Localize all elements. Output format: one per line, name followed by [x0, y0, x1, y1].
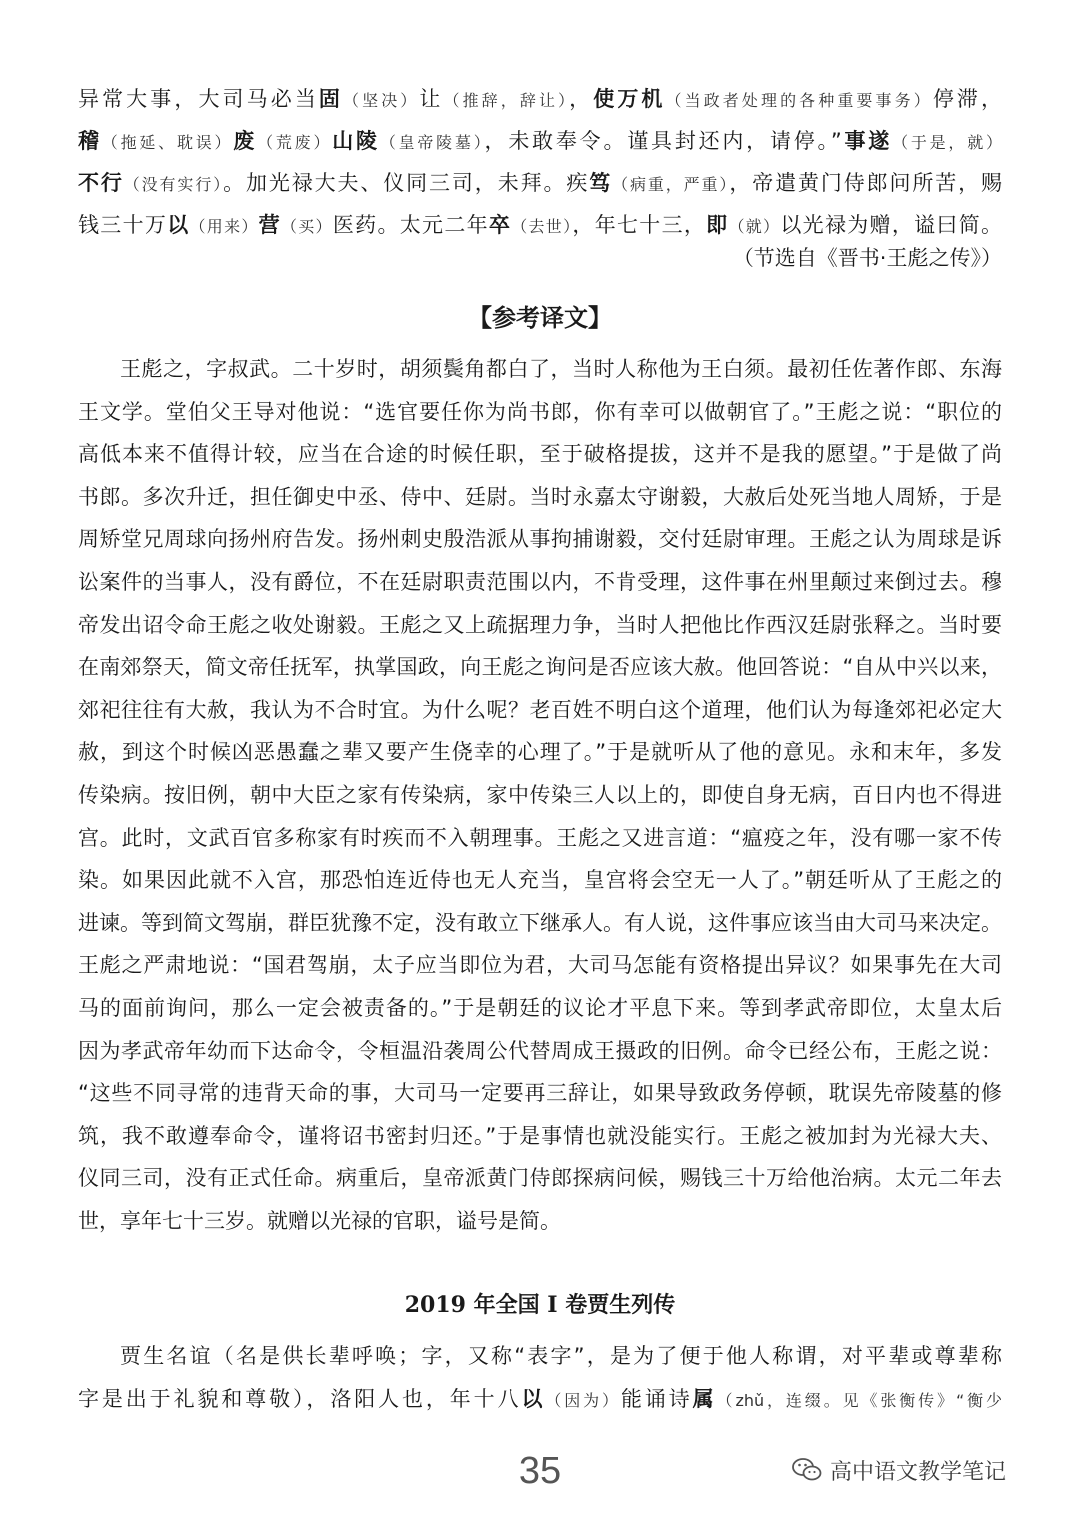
translation-line: 染。如果因此就不入宫，那恐怕连近侍也无人充当，皇宫将会空无一人了。”朝廷听从了王彪之的 — [78, 868, 1002, 893]
translation-line: 高低本来不值得计较，应当在合途的时候任职，至于破格提拔，这并不是我的愿望。”于是做了尚 — [78, 442, 1002, 467]
glossed-word: 固 — [318, 87, 344, 111]
text-line — [78, 127, 1002, 155]
translation-line: 世，享年七十三岁。就赠以光禄的官职，谥号是简。 — [78, 1209, 561, 1233]
glossed-word: 稽 — [78, 129, 102, 153]
text-span: 钱三十万 — [78, 213, 168, 237]
text-span: ，年七十三， — [572, 213, 707, 237]
glossed-word: 以 — [167, 213, 190, 237]
translation-line: 王彪之严肃地说：“国君驾崩，太子应当即位为君，大司马怎能有资格提出异议？如果事先在大司 — [78, 953, 1002, 978]
gloss-note: （当政者处理的各种重要事务） — [665, 91, 933, 110]
text-span: 停滞， — [932, 87, 1002, 111]
translation-line: 王文学。堂伯父王导对他说：“选官要任你为尚书郎，你有幸可以做朝官了。”王彪之说：“职位的 — [78, 399, 1002, 424]
glossed-word: 即 — [706, 213, 729, 237]
translation-line: 郊祀往往有大赦，我认为不合时宜。为什么呢？老百姓不明白这个道理，他们认为每逢郊祀必定大 — [78, 697, 1002, 722]
wechat-icon — [792, 1457, 822, 1483]
source-note: （节选自《晋书·王彪之传》） — [732, 246, 1002, 270]
text-line — [78, 1385, 1002, 1413]
text-span: 以光禄为赠，谥曰简。 — [780, 213, 1002, 237]
glossed-word: 废 — [233, 129, 258, 153]
translation-line: 王彪之，字叔武。二十岁时，胡须鬓角都白了，当时人称他为王白须。最初任佐著作郎、东海 — [120, 357, 1002, 381]
translation-line: 马的面前询问，那么一定会被责备的。”于是朝廷的议论才平息下来。等到孝武帝即位，太皇太后 — [78, 996, 1002, 1020]
translation-line: 帝发出诏令命王彪之收处谢毅。王彪之又上疏据理力争，当时人把他比作西汉廷尉张释之。当时要 — [78, 612, 1002, 637]
glossed-word: 山陵 — [332, 129, 380, 153]
gloss-note: （病重，严重） — [612, 175, 730, 194]
page-number: 35 — [518, 1450, 562, 1492]
glossed-word: 以 — [521, 1387, 546, 1411]
gloss-note: （zhǔ，连缀。见《张衡传》“衡少 — [716, 1391, 1002, 1410]
translation-line: “这些不同寻常的违背天命的事，大司马一定要再三辞让，如果导致政务停顿，耽误先帝陵墓的修 — [78, 1081, 1002, 1106]
text-span: 让 — [419, 87, 444, 111]
gloss-note: （没有实行） — [123, 175, 224, 194]
gloss-note: （就） — [728, 217, 781, 236]
translation-line: 进谏。等到简文驾崩，群臣犹豫不定，没有敢立下继承人。有人说，这件事应该当由大司马来决定。 — [78, 910, 1002, 935]
translation-line: 传染病。按旧例，朝中大臣之家有传染病，家中传染三人以上的，即使自身无病，百日内也不得进 — [78, 783, 1002, 807]
glossed-word: 属 — [692, 1387, 717, 1411]
next-section-heading: 2019 年全国 I 卷贾生列传 — [404, 1292, 676, 1318]
glossed-word: 不行 — [78, 171, 124, 195]
translation-line: 在南郊祭天，简文帝任抚军，执掌国政，向王彪之询问是否应该大赦。他回答说：“自从中兴以来， — [78, 655, 1002, 680]
glossed-word: 卒 — [488, 213, 512, 237]
text-span: ， — [569, 87, 594, 111]
glossed-word: 营 — [258, 213, 281, 237]
translation-line: 因为孝武帝年幼而下达命令，令桓温沿袭周公代替周成王摄政的旧例。命令已经公布，王彪之说： — [78, 1038, 1002, 1063]
text-span: ，帝遣黄门侍郎问所苦，赐 — [729, 171, 1002, 195]
gloss-note: （拖延、耽误） — [101, 133, 234, 152]
text-span: 异常大事，大司马必当 — [78, 87, 319, 111]
watermark-text: 高中语文教学笔记 — [830, 1459, 1007, 1485]
translation-line: 周矫堂兄周球向扬州府告发。扬州刺史殷浩派从事拘捕谢毅，交付廷尉审理。王彪之认为周球是诉 — [78, 527, 1002, 552]
text-line — [78, 85, 1002, 113]
text-line — [78, 211, 1002, 239]
gloss-note: （皇帝陵墓） — [379, 133, 485, 152]
translation-heading: 【参考译文】 — [468, 304, 612, 332]
translation-line: 仪同三司，没有正式任命。病重后，皇帝派黄门侍郎探病问候，赐钱三十万给他治病。太元二年去 — [78, 1166, 1002, 1191]
glossed-word: 笃 — [589, 171, 613, 195]
glossed-word: 使万机 — [593, 87, 666, 111]
gloss-note: （推辞，辞让） — [443, 91, 570, 110]
gloss-note: （荒废） — [257, 133, 333, 152]
translation-line: 筑，我不敢遵奉命令，谨将诏书密封归还。”于是事情也就没能实行。王彪之被加封为光禄大夫、 — [78, 1123, 1002, 1148]
text-span: 。加光禄大夫、仪同三司，未拜。疾 — [223, 171, 590, 195]
gloss-note: （坚决） — [343, 91, 420, 110]
text-span: ，未敢奉令。谨具封还内，请停。” — [484, 129, 842, 153]
translation-line: 宫。此时，文武百官多称家有时疾而不入朝理事。王彪之又进言道：“瘟疫之年，没有哪一家不传 — [78, 825, 1002, 850]
text-span: 能诵诗 — [620, 1387, 693, 1411]
glossed-word: 事遂 — [841, 129, 893, 153]
text-span: 贾生名谊（名是供长辈呼唤；字，又称“表字”，是为了便于他人称谓，对平辈或尊辈称 — [120, 1344, 1002, 1368]
translation-line: 讼案件的当事人，没有爵位，不在廷尉职责范围以内，不肯受理，这件事在州里颠过来倒过去。穆 — [78, 570, 1002, 594]
gloss-note: （用来） — [189, 217, 259, 236]
text-line — [78, 1342, 1002, 1370]
gloss-note: （去世） — [511, 217, 573, 236]
text-span: 字是出于礼貌和尊敬），洛阳人也，年十八 — [78, 1387, 522, 1411]
text-line — [78, 169, 1002, 197]
gloss-note: （因为） — [545, 1391, 621, 1410]
gloss-note: （买） — [280, 217, 333, 236]
translation-line: 书郎。多次升迁，担任御史中丞、侍中、廷尉。当时永嘉太守谢毅，大赦后处死当地人周矫，于是 — [78, 484, 1002, 509]
gloss-note: （于是，就） — [892, 133, 1002, 152]
text-span: 医药。太元二年 — [332, 213, 489, 237]
translation-line: 赦，到这个时候凶恶愚蠢之辈又要产生侥幸的心理了。”于是就听从了他的意见。永和末年，多发 — [78, 740, 1002, 765]
watermark — [792, 1455, 1006, 1485]
